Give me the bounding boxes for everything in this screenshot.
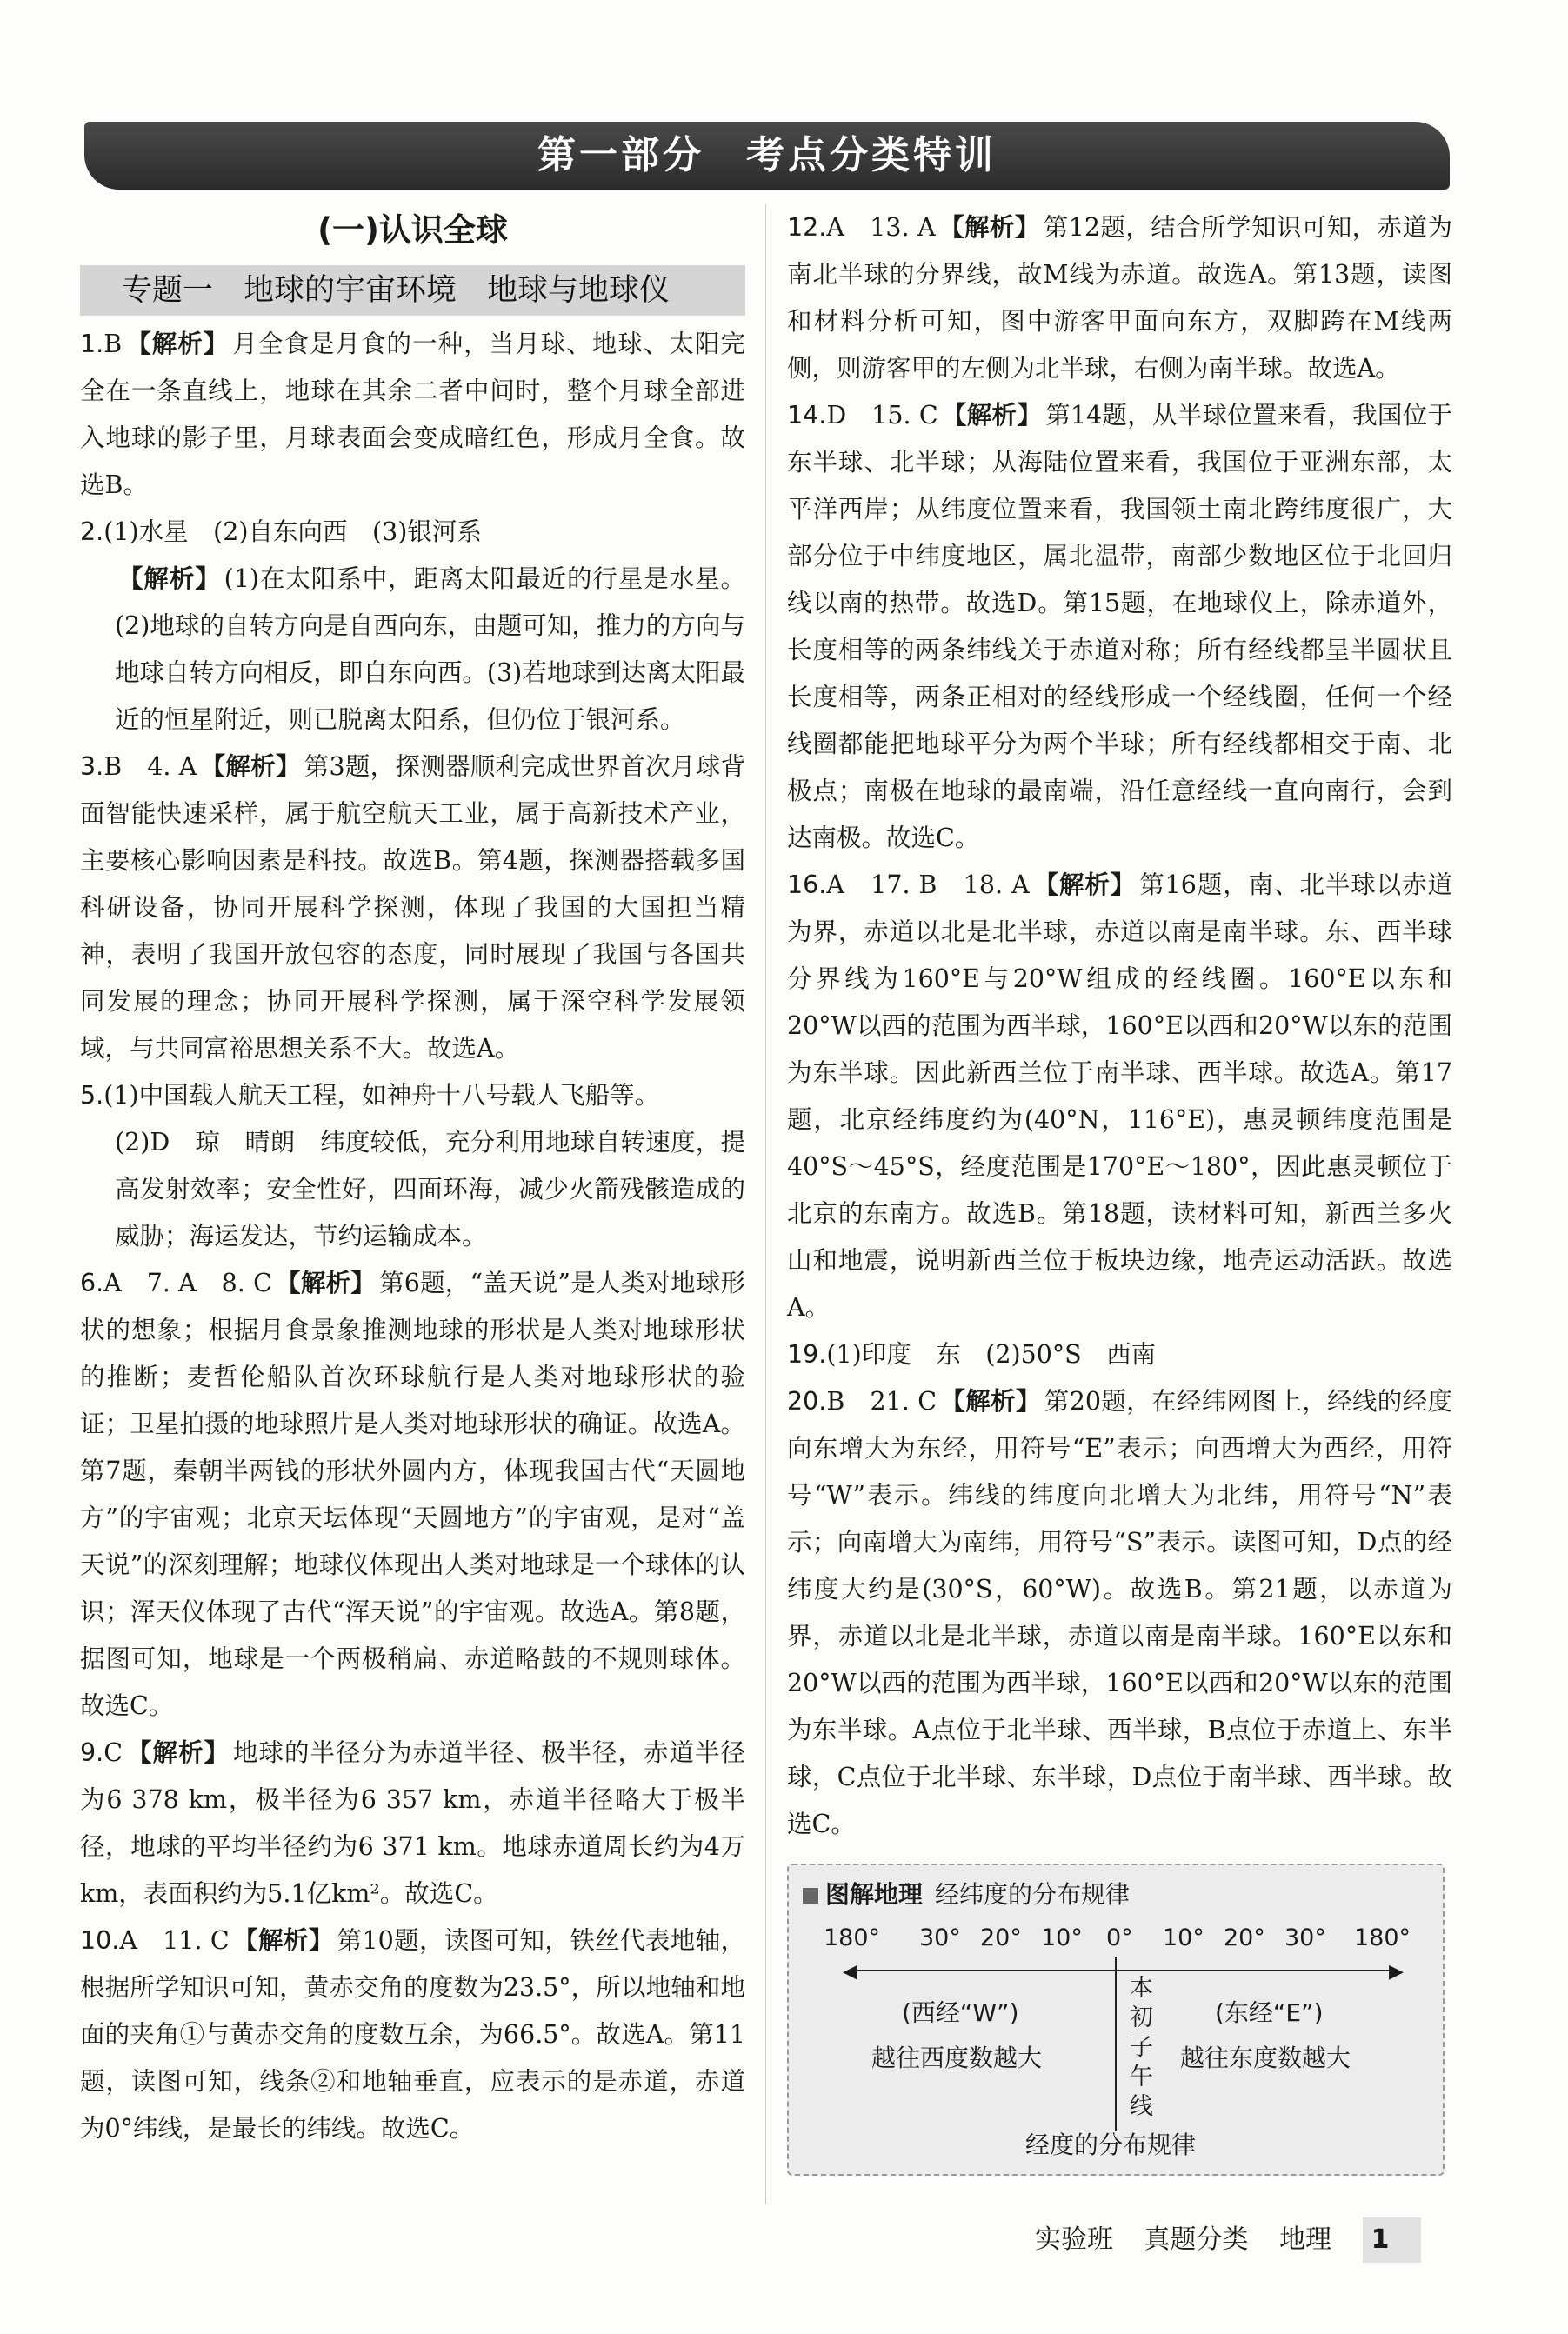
tick-label: 30° bbox=[919, 1924, 961, 1951]
answer-item: 16.A 17. B 18. A 【解析】 第16题，南、北半球以赤道为界，赤道以北是北半球，赤道以南是南半球。东、西半球分界线为160°E与20°W组成的经线圈。160°E以东和20°W以西的范围为西半球，160°E以西和20°W以东的范围为东半球。因此新西兰位于南半球、西半球。故选A。第17题，北京经纬度约为(40°N，116°E)，惠灵顿纬度范围是40°S～45°S，经度范围是170°E～180°，因此惠灵顿位于北京的东南方。故选B。第18题，读材料可知，新西兰多火山和地震，说明新西兰位于板块边缘，地壳运动活跃。故选A。 bbox=[787, 870, 1452, 1322]
topic-bar: 专题一 地球的宇宙环境 地球与地球仪 bbox=[80, 265, 745, 316]
answer-item: 5.(1)中国载人航天工程，如神舟十八号载人飞船等。 bbox=[80, 1081, 660, 1110]
page-number: 1 bbox=[1363, 2217, 1421, 2263]
tick-label: 20° bbox=[1224, 1924, 1265, 1951]
tick-label: 0° bbox=[1106, 1924, 1133, 1951]
arrow-left-icon: ◀ bbox=[843, 1961, 857, 1983]
answer-item: (2)D 琼 晴朗 纬度较低，充分利用地球自转速度，提高发射效率；安全性好，四面环海，减少火箭残骸造成的威胁；海运发达，节约运输成本。 bbox=[115, 1128, 745, 1250]
meridian-label: 本初子午线 bbox=[1130, 1975, 1153, 2120]
tick-label: 10° bbox=[1041, 1924, 1083, 1951]
answer-item: 14.D 15. C 【解析】 第14题，从半球位置来看，我国位于东半球、北半球；从海陆位置来看，我国位于亚洲东部，太平洋西岸；从纬度位置来看，我国领土南北跨纬度很广，大部分位于中纬度地区，属北温带，南部少数地区位于北回归线以南的热带。故选D。第15题，在地球仪上，除赤道外，长度相等的两条纬线关于赤道对称；所有经线都呈半圆状且长度相等，两条正相对的经线形成一个经线圈，任何一个经线圈都能把地球平分为两个半球；所有经线都相交于南、北极点；南极在地球的最南端，沿任意经线一直向南行，会到达南极。故选C。 bbox=[787, 401, 1452, 852]
right-column bbox=[787, 204, 1452, 2176]
answer-item: 3.B 4. A 【解析】 第3题，探测器顺利完成世界首次月球背面智能快速采样，属于航空航天工业，属于高新技术产业，主要核心影响因素是科技。故选B。第4题，探测器搭载多国科研设备，协同开展科学探测，体现了我国的大国担当精神，表明了我国开放包容的态度，同时展现了我国与各国共同发展的理念；协同开展科学探测，属于深空科学发展领域，与共同富裕思想关系不大。故选A。 bbox=[80, 752, 745, 1063]
answer-item: 20.B 21. C 【解析】 第20题，在经纬网图上，经线的经度向东增大为东经，用符号“E”表示；向西增大为西经，用符号“W”表示。纬线的纬度向北增大为北纬，用符号“N”表示；向南增大为南纬，用符号“S”表示。读图可知，D点的经纬度大约是(30°S，60°W)。故选B。第21题，以赤道为界，赤道以北是北半球，赤道以南是南半球。160°E以东和20°W以西的范围为西半球，160°E以西和20°W以东的范围为东半球。A点位于北半球、西半球，B点位于赤道上、东半球，C点位于北半球、东半球，D点位于南半球、西半球。故选C。 bbox=[787, 1387, 1452, 1838]
column-divider bbox=[765, 204, 766, 2204]
part-banner: 第一部分 考点分类特训 bbox=[84, 122, 1450, 190]
square-bullet-icon bbox=[803, 1888, 818, 1904]
tick-label: 180° bbox=[824, 1924, 881, 1951]
west-label: (西经“W”) bbox=[902, 1998, 1019, 2027]
left-column bbox=[80, 204, 745, 2152]
east-label: (东经“E”) bbox=[1215, 1998, 1324, 2027]
tick-label: 20° bbox=[980, 1924, 1022, 1951]
footer-series: 实验班 bbox=[1035, 2224, 1113, 2255]
tick-label: 30° bbox=[1284, 1924, 1326, 1951]
page-footer bbox=[1035, 2217, 1557, 2263]
longitude-diagram bbox=[787, 1864, 1445, 2176]
west-rule: 越往西度数越大 bbox=[871, 2044, 1043, 2072]
answer-item: 12.A 13. A 【解析】 第12题，结合所学知识可知，赤道为南北半球的分界线，故M线为赤道。故选A。第13题，读图和材料分析可知，图中游客甲面向东方，双脚跨在M线两侧，则游客甲的左侧为北半球，右侧为南半球。故选A。 bbox=[787, 213, 1452, 383]
longitude-axis bbox=[850, 1970, 1398, 1971]
diagram-caption: 经度的分布规律 bbox=[1025, 2131, 1197, 2159]
answer-item: 9.C 【解析】 地球的半径分为赤道半径、极半径，赤道半径为6 378 km，极半径为6 357 km，赤道半径略大于极半径，地球的平均半径约为6 371 km。地球赤道周长约为4万km，表面积约为5.1亿km²。故选C。 bbox=[80, 1738, 745, 1908]
answer-item: 【解析】 (1)在太阳系中，距离太阳最近的行星是水星。(2)地球的自转方向是自西向东，由题可知，推力的方向与地球自转方向相反，即自东向西。(3)若地球到达离太阳最近的恒星附近，则已脱离太阳系，但仍位于银河系。 bbox=[115, 564, 745, 734]
footer-subject: 地理 bbox=[1279, 2224, 1332, 2255]
arrow-right-icon: ▶ bbox=[1389, 1961, 1404, 1983]
prime-meridian-line bbox=[1115, 1957, 1117, 2131]
answer-item: 1.B 【解析】 月全食是月食的一种，当月球、地球、太阳完全在一条直线上，地球在其余二者中间时，整个月球全部进入地球的影子里，月球表面会变成暗红色，形成月全食。故选B。 bbox=[80, 330, 745, 499]
tick-label: 180° bbox=[1354, 1924, 1411, 1951]
footer-book: 真题分类 bbox=[1144, 2224, 1249, 2255]
answer-item: 10.A 11. C 【解析】 第10题，读图可知，铁丝代表地轴，根据所学知识可知，黄赤交角的度数为23.5°，所以地轴和地面的夹角①与黄赤交角的度数互余，为66.5°。故选A。第11题，读图可知，线条②和地轴垂直，应表示的是赤道，赤道为0°纬线，是最长的纬线。故选C。 bbox=[80, 1926, 745, 2143]
answer-item: 6.A 7. A 8. C 【解析】 第6题，“盖天说”是人类对地球形状的想象；根据月食景象推测地球的形状是人类对地球形状的推断；麦哲伦船队首次环球航行是人类对地球形状的验证；卫星拍摄的地球照片是人类对地球形状的确证。故选A。第7题，秦朝半两钱的形状外圆内方，体现我国古代“天圆地方”的宇宙观；北京天坛体现“天圆地方”的宇宙观，是对“盖天说”的深刻理解；地球仪体现出人类对地球是一个球体的认识；浑天仪体现了古代“浑天说”的宇宙观。故选A。第8题，据图可知，地球是一个两极稍扁、赤道略鼓的不规则球体。故选C。 bbox=[80, 1269, 745, 1720]
diagram-title: 图解地理 经纬度的分布规律 bbox=[803, 1876, 1130, 1911]
answer-item: 2.(1)水星 (2)自东向西 (3)银河系 bbox=[80, 517, 482, 546]
answer-item: 19.(1)印度 东 (2)50°S 西南 bbox=[787, 1340, 1157, 1369]
tick-label: 10° bbox=[1163, 1924, 1204, 1951]
section-title: (一)认识全球 bbox=[317, 211, 508, 249]
east-rule: 越往东度数越大 bbox=[1180, 2044, 1351, 2072]
